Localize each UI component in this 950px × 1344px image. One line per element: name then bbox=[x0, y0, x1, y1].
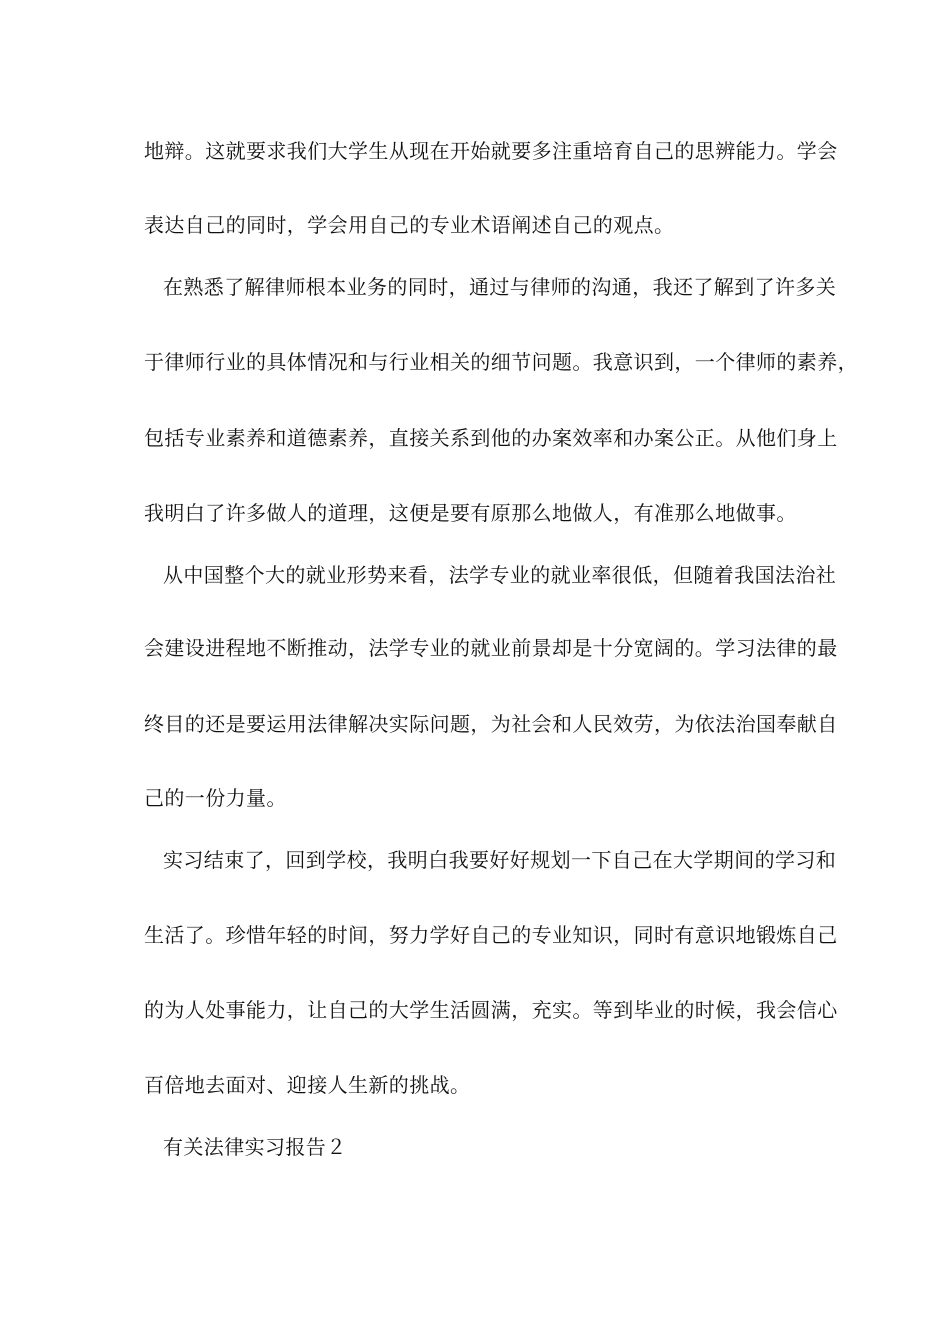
text-line: 于律师行业的具体情况和与行业相关的细节问题。我意识到，一个律师的素养， bbox=[144, 350, 858, 374]
text-line: 的为人处事能力，让自己的大学生活圆满，充实。等到毕业的时候，我会信心 bbox=[144, 998, 838, 1022]
text-line: 我明白了许多做人的道理，这便是要有原那么地做人，有准那么地做事。 bbox=[144, 501, 797, 525]
paragraph-start-line: 实习结束了，回到学校，我明白我要好好规划一下自己在大学期间的学习和 bbox=[163, 848, 837, 872]
paragraph-start-line: 从中国整个大的就业形势来看，法学专业的就业率很低，但随着我国法治社 bbox=[163, 563, 837, 587]
text-line: 地辩。这就要求我们大学生从现在开始就要多注重培育自己的思辨能力。学会 bbox=[144, 139, 838, 163]
section-heading: 有关法律实习报告２ bbox=[163, 1135, 347, 1159]
text-line: 会建设进程地不断推动，法学专业的就业前景却是十分宽阔的。学习法律的最 bbox=[144, 636, 838, 660]
text-line: 己的一份力量。 bbox=[144, 786, 287, 810]
text-line: 表达自己的同时，学会用自己的专业术语阐述自己的观点。 bbox=[144, 213, 675, 237]
paragraph-start-line: 在熟悉了解律师根本业务的同时，通过与律师的沟通，我还了解到了许多关 bbox=[163, 275, 837, 299]
text-line: 生活了。珍惜年轻的时间，努力学好自己的专业知识，同时有意识地锻炼自己 bbox=[144, 923, 838, 947]
text-line: 包括专业素养和道德素养，直接关系到他的办案效率和办案公正。从他们身上 bbox=[144, 426, 838, 450]
text-line: 百倍地去面对、迎接人生新的挑战。 bbox=[144, 1073, 471, 1097]
text-line: 终目的还是要运用法律解决实际问题，为社会和人民效劳，为依法治国奉献自 bbox=[144, 712, 838, 736]
